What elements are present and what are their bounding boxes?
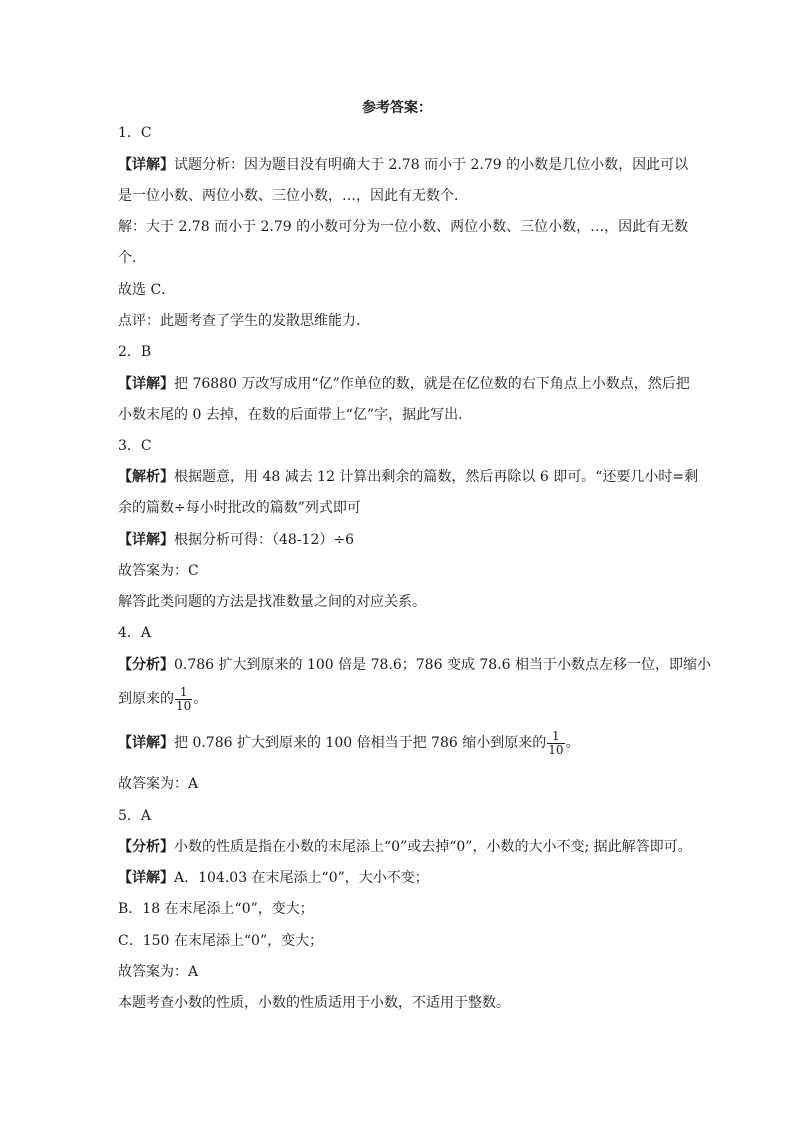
q3-analysis-tag: 【解析】 <box>118 469 174 485</box>
page-title: 参考答案： <box>362 100 432 116</box>
q4-fraction-1-denominator: 10 <box>176 698 192 713</box>
q5-analysis-text: 小数的性质是指在小数的末尾添上“0”或去掉“0”，小数的大小不变; 据此解答即可。 <box>174 839 692 855</box>
q2-detail-line-1 <box>118 374 690 394</box>
q5-detail-line-3: C．150 在末尾添上“0”，变大； <box>118 933 324 949</box>
q5-summary: 本题考查小数的性质，小数的性质适用于小数，不适用于整数。 <box>118 995 510 1011</box>
q1-detail-tag: 【详解】 <box>118 157 174 173</box>
q1-detail-text: 试题分析：因为题目没有明确大于 2.78 而小于 2.79 的小数是几位小数，因此可以 <box>174 157 689 173</box>
q4-analysis-tag: 【分析】 <box>118 657 174 673</box>
q4-analysis-line-1 <box>118 655 711 675</box>
q1-comment: 点评：此题考查了学生的发散思维能力． <box>118 313 370 329</box>
q2-detail-tag: 【详解】 <box>118 376 174 392</box>
q4-detail-tag: 【详解】 <box>118 735 174 751</box>
q4-analysis-line-2 <box>118 684 207 714</box>
q1-detail-line-2: 是一位小数、两位小数、三位小数，…，因此有无数个． <box>118 188 468 204</box>
q3-analysis-text: 根据题意，用 48 减去 12 计算出剩余的篇数，然后再除以 6 即可。“还要几小时=剩 <box>174 469 699 485</box>
q1-choice: 故选 C． <box>118 282 176 298</box>
q4-fraction-1-numerator: 1 <box>175 686 192 700</box>
q1-solution-line-2: 个． <box>118 250 146 266</box>
q5-detail-tag: 【详解】 <box>118 870 174 886</box>
q3-detail-line <box>118 530 354 550</box>
q3-summary: 解答此类问题的方法是找准数量之间的对应关系。 <box>118 594 426 610</box>
q4-heading: 4．A <box>118 625 152 641</box>
q4-fraction-2 <box>547 730 564 757</box>
q3-analysis-line-1 <box>118 467 698 487</box>
q4-fraction-2-denominator: 10 <box>548 742 564 757</box>
q3-heading: 3．C <box>118 438 152 454</box>
q4-answer: 故答案为：A <box>118 776 199 792</box>
q3-detail-tag: 【详解】 <box>118 532 174 548</box>
q5-detail-text: A．104.03 在末尾添上“0”，大小不变； <box>174 870 429 886</box>
q1-solution-line-1: 解：大于 2.78 而小于 2.79 的小数可分为一位小数、两位小数、三位小数，…，因此有无数 <box>118 219 689 235</box>
q4-detail-text: 把 0.786 扩大到原来的 100 倍相当于把 786 缩小到原来的 <box>174 735 547 751</box>
q1-heading: 1．C <box>118 125 152 141</box>
q3-analysis-line-2: 余的篇数÷每小时批改的篇数”列式即可 <box>118 500 361 516</box>
q3-answer: 故答案为：C <box>118 563 199 579</box>
q2-detail-line-2: 小数末尾的 0 去掉，在数的后面带上“亿”字，据此写出． <box>118 407 473 423</box>
q3-detail-text: 根据分析可得：（48-12）÷6 <box>174 532 354 548</box>
q4-fraction-2-numerator: 1 <box>547 730 564 744</box>
q5-analysis-line <box>118 837 692 857</box>
q5-detail-line-1 <box>118 868 429 888</box>
q5-heading: 5．A <box>118 808 152 824</box>
q4-detail-line <box>118 728 580 758</box>
q1-detail-line-1 <box>118 155 688 175</box>
q4-detail-end: 。 <box>565 735 580 751</box>
q5-detail-line-2: B．18 在末尾添上“0”，变大； <box>118 901 314 917</box>
q4-fraction-1 <box>175 686 192 713</box>
q4-analysis-text: 0.786 扩大到原来的 100 倍是 78.6；786 变成 78.6 相当于小数点左移一位，即缩小 <box>174 657 712 673</box>
q2-detail-text: 把 76880 万改写成用“亿”作单位的数，就是在亿位数的右下角点上小数点，然后把 <box>174 376 690 392</box>
q4-analysis-text-2: 到原来的 <box>118 691 174 707</box>
q4-analysis-end: 。 <box>193 691 208 707</box>
q2-heading: 2．B <box>118 344 152 360</box>
q5-answer: 故答案为：A <box>118 964 199 980</box>
q5-analysis-tag: 【分析】 <box>118 839 174 855</box>
